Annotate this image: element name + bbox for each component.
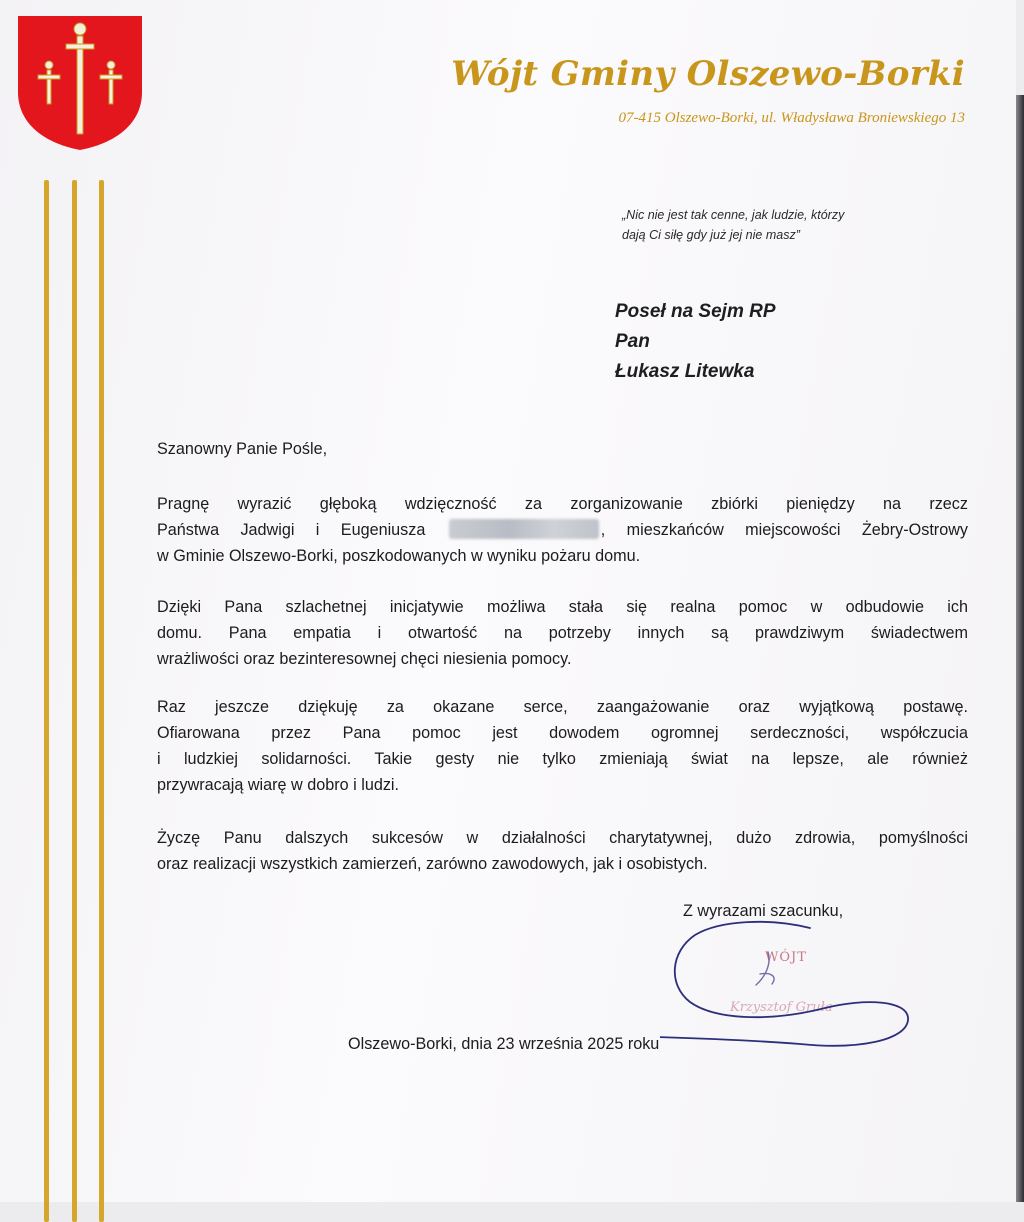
recipient-line: Łukasz Litewka [615,361,755,382]
motto-line: „Nic nie jest tak cenne, jak ludzie, którzy [622,208,845,222]
place-and-date: Olszewo-Borki, dnia 23 września 2025 roku [348,1035,660,1053]
stamp-name: Krzysztof Gruła [730,1000,833,1015]
paragraph-initiative [157,594,968,672]
paragraph-line: domu. Pana empatia i otwartość na potrzeby innych są prawdziwym świadectwem [157,624,968,642]
paragraph-line: oraz realizacji wszystkich zamierzeń, zarówno zawodowych, jak i osobistych. [157,855,708,873]
recipient-block [615,297,776,387]
gold-stripe-middle [72,180,77,1222]
paragraph-line: i ludzkiej solidarności. Takie gesty nie tylko zmieniają świat na lepsze, ale również [157,750,968,768]
gold-stripe-right [99,180,104,1222]
paragraph-line: Pragnę wyrazić głęboką wdzięczność za zorganizowanie zbiórki pieniędzy na rzecz [157,495,968,513]
motto-quote [622,205,942,245]
paragraph-line: Dzięki Pana szlachetnej inicjatywie możliwa stała się realna pomoc w odbudowie ich [157,598,968,616]
coat-of-arms-icon [16,14,144,152]
letterhead-title: Wójt Gminy Olszewo-Borki [451,54,965,94]
redacted-surname [449,519,599,539]
signature-icon [660,910,930,1060]
recipient-line: Poseł na Sejm RP [615,301,776,322]
paragraph-line: wrażliwości oraz bezinteresownej chęci niesienia pomocy. [157,650,572,668]
paragraph-line: Życzę Panu dalszych sukcesów w działalności charytatywnej, dużo zdrowia, pomyślności [157,829,968,847]
paragraph-line: przywracają wiarę w dobro i ludzi. [157,776,400,794]
recipient-line: Pan [615,331,650,352]
motto-line: dają Ci siłę gdy już jej nie masz” [622,228,800,242]
paragraph-line: Raz jeszcze dziękuję za okazane serce, zaangażowanie oraz wyjątkową postawę. [157,698,968,716]
paragraph-line: Ofiarowana przez Pana pomoc jest dowodem ogromnej serdeczności, współczucia [157,724,968,742]
paragraph-thanks [157,491,968,569]
paragraph-fragment: , mieszkańców miejscowości Żebry-Ostrowy [600,521,968,539]
paragraph-gratitude [157,694,968,798]
paragraph-fragment: Państwa Jadwigi i Eugeniusza [157,521,426,539]
stamp-title: WÓJT [765,950,807,965]
letterhead-address: 07-415 Olszewo-Borki, ul. Władysława Broniewskiego 13 [618,110,965,126]
salutation: Szanowny Panie Pośle, [157,440,328,458]
closing-phrase: Z wyrazami szacunku, [683,902,844,920]
paragraph-line [157,517,968,543]
gold-stripe-left [44,180,49,1222]
table-edge [1016,95,1024,1202]
paragraph-wishes [157,825,968,877]
paragraph-line: w Gminie Olszewo-Borki, poszkodowanych w wyniku pożaru domu. [157,547,641,565]
